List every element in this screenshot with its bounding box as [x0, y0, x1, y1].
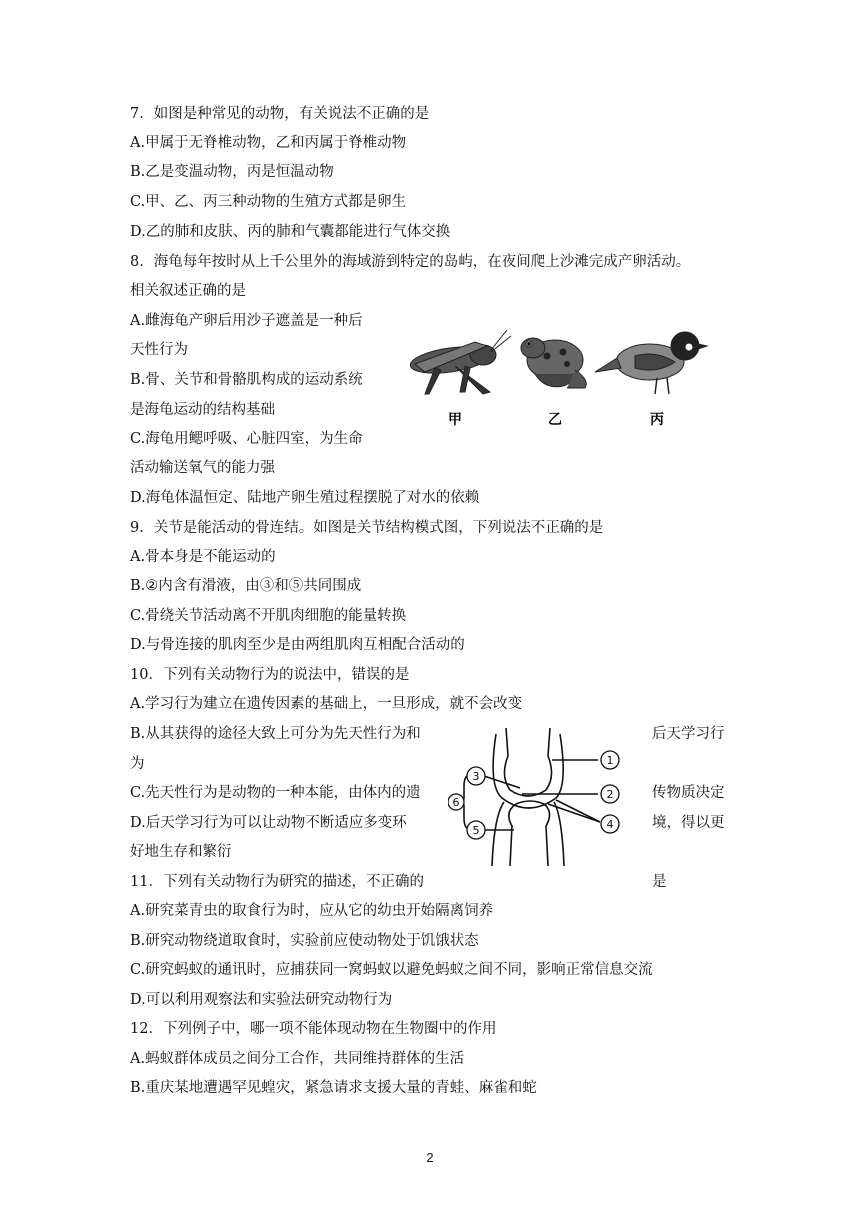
text-line: D.可以利用观察法和实验法研究动物行为: [130, 992, 393, 1008]
text-line: B.研究动物绕道取食时，实验前应使动物处于饥饿状态: [130, 933, 479, 949]
text-line: C.骨绕关节活动离不开肌肉细胞的能量转换: [130, 608, 407, 624]
label-jia: 甲: [448, 412, 462, 428]
text-line: B.乙是变温动物，丙是恒温动物: [130, 164, 334, 180]
text-line: D.海龟体温恒定、陆地产卵生殖过程摆脱了对水的依赖: [130, 490, 480, 506]
animal-figure: [395, 322, 740, 437]
joint-label-3: 3: [472, 770, 480, 783]
text-line: 天性行为: [130, 342, 188, 358]
text-line: 9．关节是能活动的骨连结。如图是关节结构模式图，下列说法不正确的是: [130, 520, 604, 536]
text-line: 10．下列有关动物行为的说法中，错误的是: [130, 667, 410, 683]
text-line: 12．下列例子中，哪一项不能体现动物在生物圈中的作用: [130, 1021, 497, 1037]
text-line-fragment: 是: [652, 874, 667, 890]
text-line: 好地生存和繁衍: [130, 844, 232, 860]
joint-label-2: 2: [606, 788, 614, 801]
joint-diagram: [448, 726, 638, 868]
joint-label-1: 1: [606, 754, 614, 767]
text-line: A.骨本身是不能运动的: [130, 549, 276, 565]
text-line: 为: [130, 756, 145, 772]
text-line: B.骨、关节和骨骼肌构成的运动系统: [130, 372, 363, 388]
label-yi: 乙: [548, 412, 562, 428]
text-line-fragment: 后天学习行: [652, 726, 725, 742]
page-number: 2: [426, 1150, 434, 1165]
text-line: 是海龟运动的结构基础: [130, 402, 275, 418]
text-line: C.研究蚂蚁的通讯时，应捕获同一窝蚂蚁以避免蚂蚁之间不同，影响正常信息交流: [130, 962, 653, 978]
frog-image: [521, 338, 586, 388]
text-line: C.先天性行为是动物的一种本能，由体内的遗: [130, 785, 421, 801]
text-line: 11．下列有关动物行为研究的描述，不正确的: [130, 874, 424, 890]
joint-label-6: 6: [452, 796, 460, 809]
text-line-fragment: 境，得以更: [652, 815, 725, 831]
grasshopper-image: [409, 330, 511, 394]
text-line: 相关叙述正确的是: [130, 283, 246, 299]
joint-label-5: 5: [472, 824, 480, 837]
text-line: A.蚂蚁群体成员之间分工合作，共同维持群体的生活: [130, 1051, 465, 1067]
text-line: D.乙的肺和皮肤、丙的肺和气囊都能进行气体交换: [130, 224, 451, 240]
text-line: A.雌海龟产卵后用沙子遮盖是一种后: [130, 313, 363, 329]
text-line: 7．如图是种常见的动物，有关说法不正确的是: [130, 106, 430, 122]
text-line: D.后天学习行为可以让动物不断适应多变环: [130, 815, 407, 831]
text-line: B.从其获得的途径大致上可分为先天性行为和: [130, 726, 421, 742]
text-line: C.甲、乙、丙三种动物的生殖方式都是卵生: [130, 194, 407, 210]
text-line: B.重庆某地遭遇罕见蝗灾，紧急请求支援大量的青蛙、麻雀和蛇: [130, 1080, 537, 1096]
text-line: 活动输送氧气的能力强: [130, 460, 275, 476]
text-line: B.②内含有滑液，由③和⑤共同围成: [130, 578, 362, 594]
text-line: A.学习行为建立在遗传因素的基础上，一旦形成，就不会改变: [130, 696, 523, 712]
text-line: A.研究菜青虫的取食行为时，应从它的幼虫开始隔离饲养: [130, 903, 494, 919]
text-line: A.甲属于无脊椎动物，乙和丙属于脊椎动物: [130, 135, 407, 151]
joint-label-4: 4: [606, 818, 614, 831]
text-line-fragment: 传物质决定: [652, 785, 725, 801]
bird-image: [595, 332, 707, 394]
text-line: D.与骨连接的肌肉至少是由两组肌肉互相配合活动的: [130, 637, 465, 653]
text-line: 8．海龟每年按时从上千公里外的海域游到特定的岛屿，在夜间爬上沙滩完成产卵活动。: [130, 254, 691, 270]
label-bing: 丙: [650, 412, 664, 428]
text-line: C.海龟用鳃呼吸、心脏四室，为生命: [130, 431, 363, 447]
